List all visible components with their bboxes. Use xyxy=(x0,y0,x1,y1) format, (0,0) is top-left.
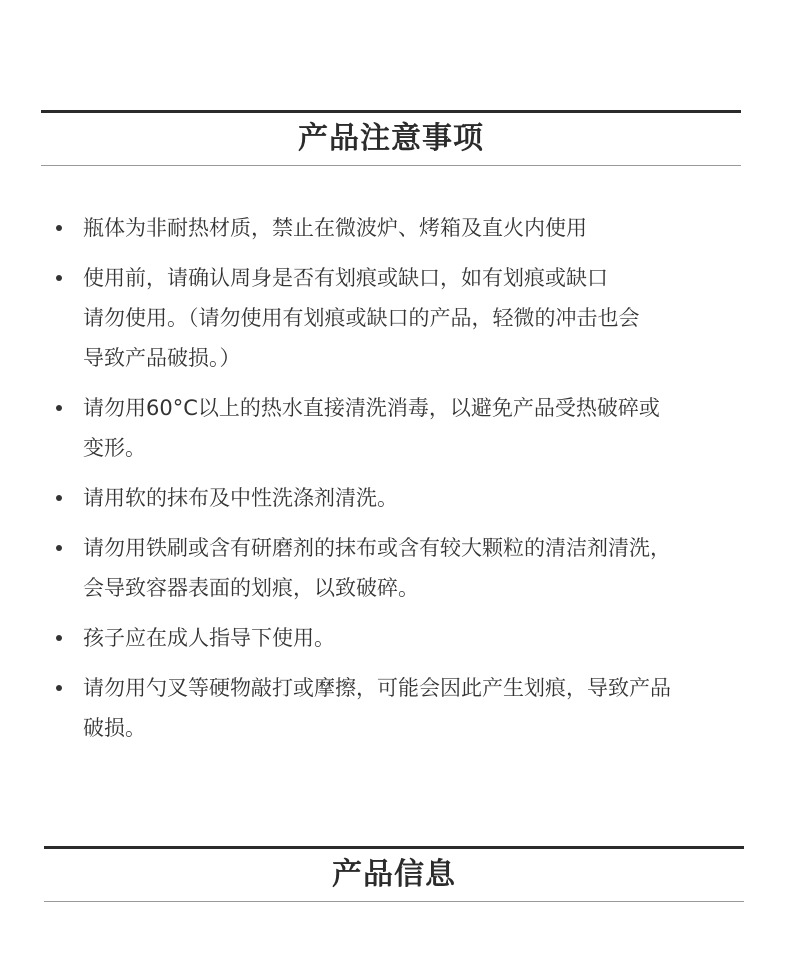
list-item-text: 请勿用勺叉等硬物敲打或摩擦，可能会因此产生划痕，导致产品 xyxy=(83,676,671,700)
list-item xyxy=(54,388,754,468)
list-item xyxy=(54,528,754,608)
list-item-text: 请勿使用。（请勿使用有划痕或缺口的产品，轻微的冲击也会 xyxy=(83,306,640,330)
list-item-text: 破损。 xyxy=(83,716,146,740)
title-thin-divider xyxy=(44,901,744,902)
list-item-text: 请勿用60°C以上的热水直接清洗消毒，以避免产品受热破碎或 xyxy=(83,396,660,420)
bullet-icon xyxy=(56,545,62,551)
list-item-text: 请勿用铁刷或含有研磨剂的抹布或含有较大颗粒的清洁剂清洗， xyxy=(83,536,671,560)
bullet-icon xyxy=(56,275,62,281)
title-thin-divider xyxy=(41,165,741,166)
list-item-text: 使用前，请确认周身是否有划痕或缺口，如有划痕或缺口 xyxy=(83,266,608,290)
info-section-title: 产品信息 xyxy=(332,857,456,892)
bullet-icon xyxy=(56,685,62,691)
list-item xyxy=(54,618,754,658)
notice-section-header xyxy=(41,110,741,166)
list-item xyxy=(54,208,754,248)
list-item xyxy=(54,668,754,748)
list-item-text: 导致产品破损。） xyxy=(83,346,241,370)
bullet-icon xyxy=(56,635,62,641)
notice-section-title: 产品注意事项 xyxy=(298,121,484,156)
list-item-text: 会导致容器表面的划痕，以致破碎。 xyxy=(83,576,419,600)
list-item-text: 变形。 xyxy=(83,436,146,460)
bullet-icon xyxy=(56,405,62,411)
bullet-icon xyxy=(56,495,62,501)
list-item-text: 瓶体为非耐热材质，禁止在微波炉、烤箱及直火内使用 xyxy=(83,216,587,240)
list-item xyxy=(54,478,754,518)
notice-list xyxy=(54,208,754,758)
list-item-text: 请用软的抹布及中性洗涤剂清洗。 xyxy=(83,486,398,510)
bullet-icon xyxy=(56,225,62,231)
list-item-text: 孩子应在成人指导下使用。 xyxy=(83,626,335,650)
info-section-header xyxy=(44,846,744,902)
list-item xyxy=(54,258,754,378)
